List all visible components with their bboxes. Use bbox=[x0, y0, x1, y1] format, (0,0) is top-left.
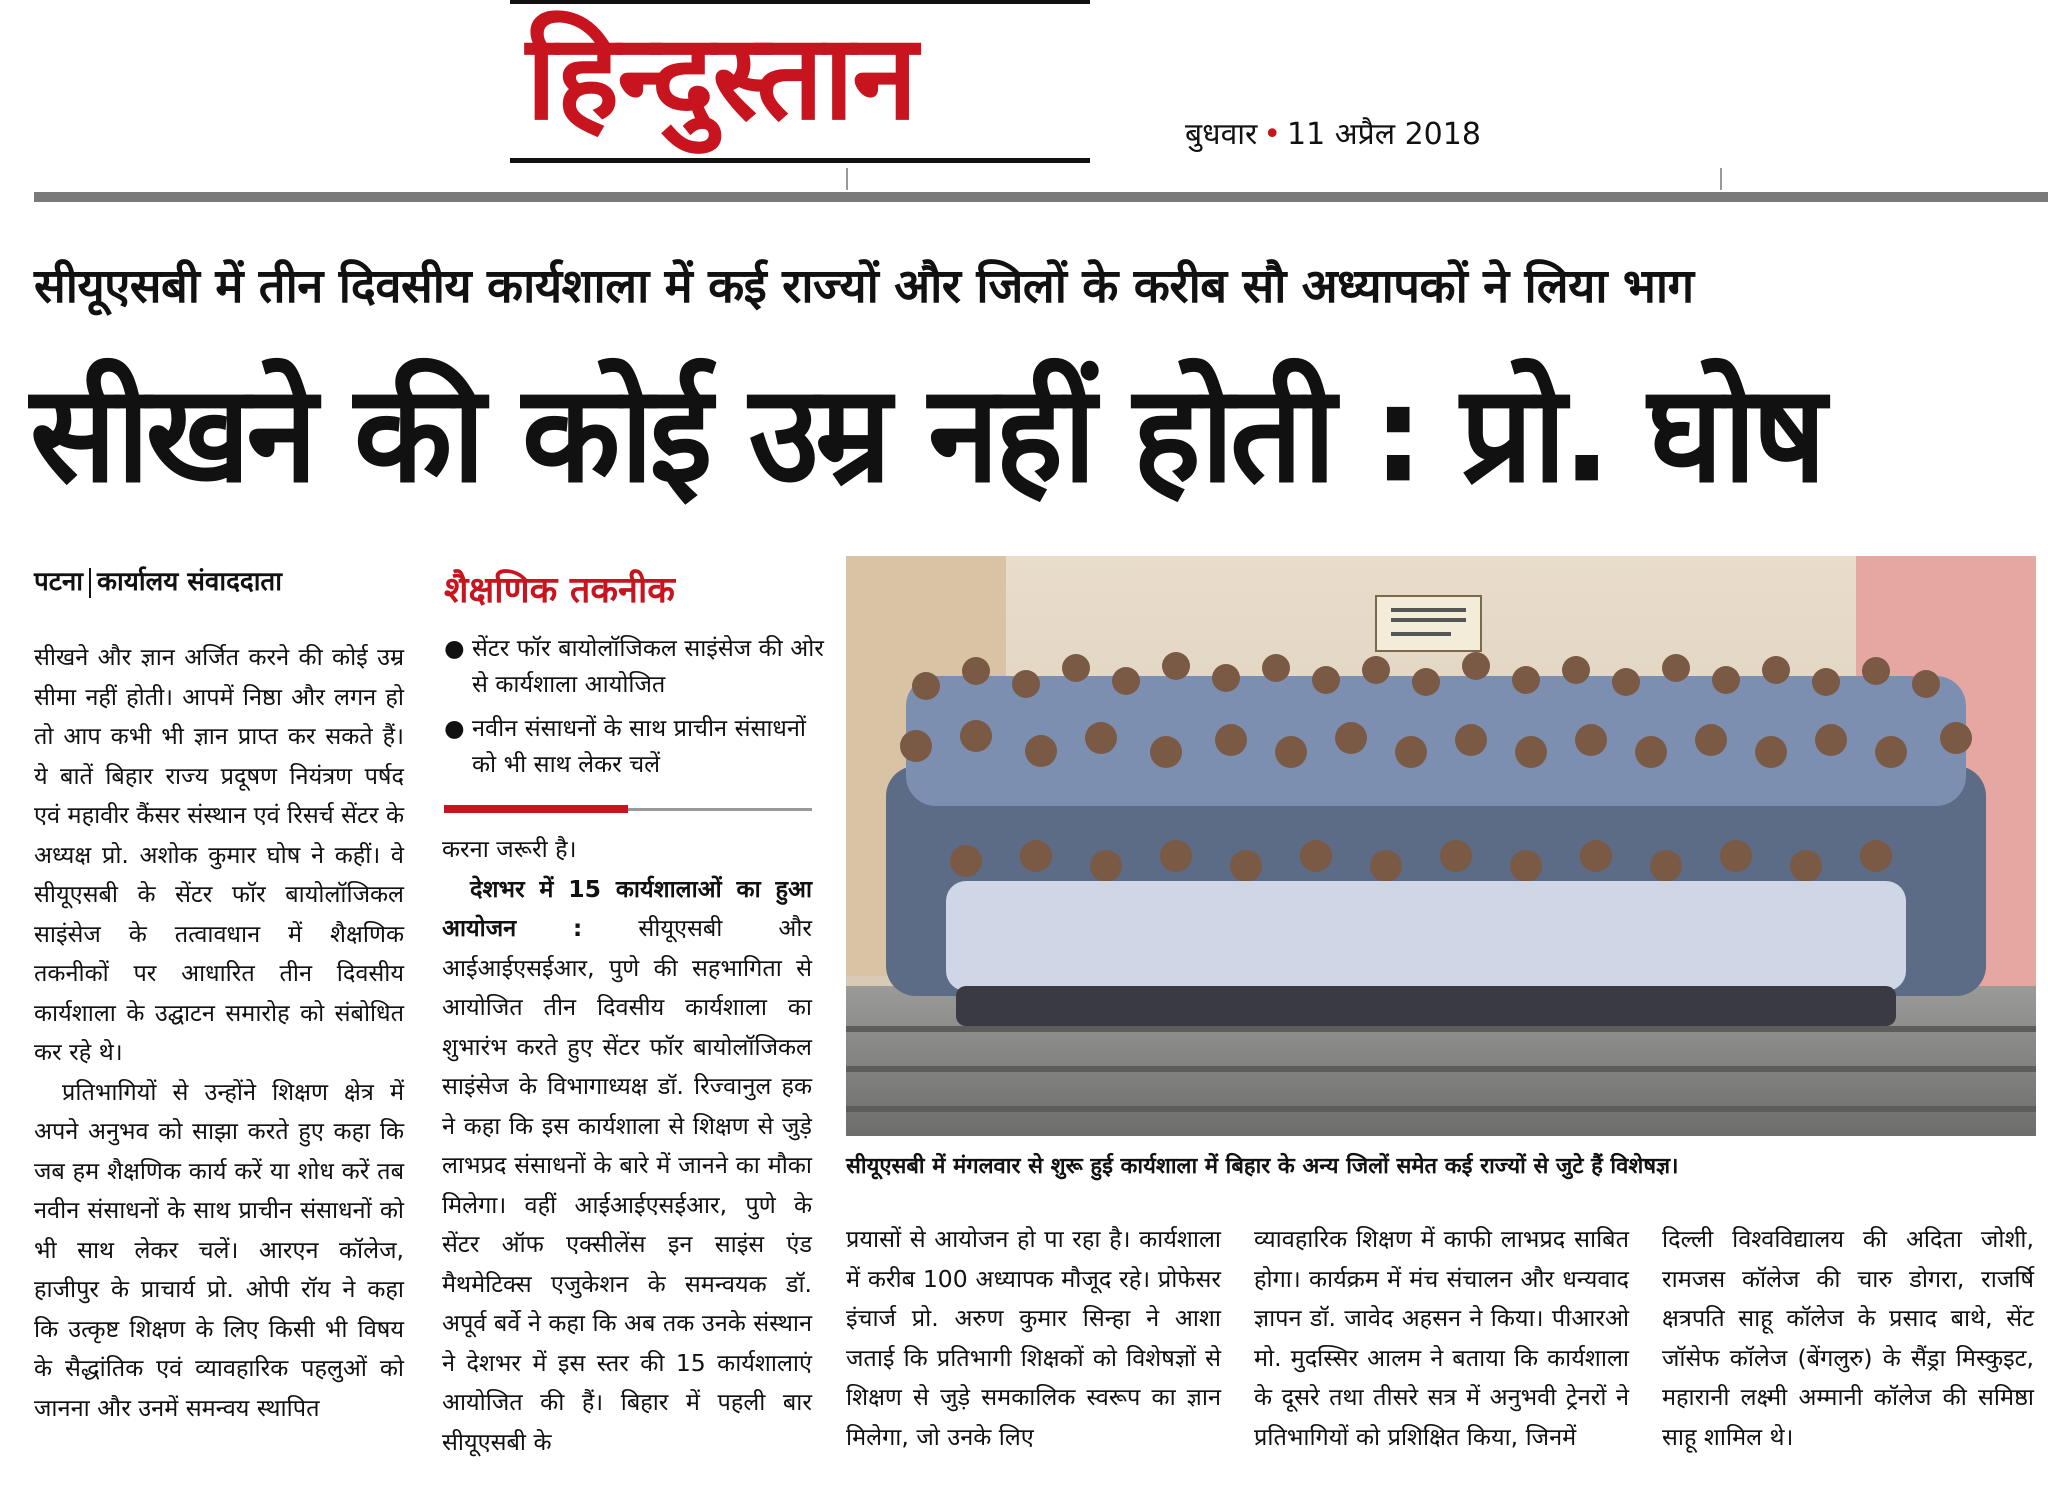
column-tick bbox=[846, 168, 848, 190]
byline-reporter: कार्यालय संवाददाता bbox=[97, 567, 282, 597]
byline-place: पटना bbox=[34, 567, 84, 597]
paragraph: दिल्ली विश्वविद्यालय की अदिता जोशी, रामजस कॉलेज की चारु डोगरा, राजर्षि क्षत्रपति साहू कॉलेज के प्रसाद बाथे, सेंट जॉसेफ कॉलेज (बेंगलुरु) के सैंड्रा मिस्कुइट, महारानी लक्ष्मी अम्मानी कॉलेज की समिष्ठा साहू शामिल थे। bbox=[1662, 1225, 2034, 1451]
byline bbox=[34, 562, 282, 598]
paragraph: प्रतिभागियों से उन्होंने शिक्षण क्षेत्र में अपने अनुभव को साझा करते हुए कहा कि जब हम शैक्षणिक कार्य करें या शोध करें तब नवीन संसाधनों के साथ प्राचीन संसाधनों को भी साथ लेकर चलें। आरएन कॉलेज, हाजीपुर के प्राचार्य प्रो. ओपी रॉय ने कहा कि उत्कृष्ट शिक्षण के लिए किसी भी विषय के सैद्धांतिक एवं व्यावहारिक पहलुओं को जानना और उनमें समन्वय स्थापित bbox=[34, 1077, 404, 1422]
sidebar-bullets bbox=[444, 630, 824, 790]
sidebar-rule-red bbox=[444, 805, 628, 813]
article-column-1 bbox=[34, 638, 404, 1428]
byline-divider bbox=[89, 568, 91, 598]
sidebar-title: शैक्षणिक तकनीक bbox=[444, 570, 675, 611]
article-column-2 bbox=[442, 830, 812, 1462]
sidebar-rule-grey bbox=[628, 808, 812, 811]
newspaper-logo: हिन्दुस्तान bbox=[526, 7, 916, 146]
column-tick bbox=[1720, 168, 1722, 190]
sidebar-bullet bbox=[444, 630, 824, 702]
article-column-4 bbox=[1254, 1220, 1629, 1457]
issue-day: बुधवार bbox=[1185, 117, 1258, 152]
sidebar-bullet bbox=[444, 710, 824, 782]
article-column-5 bbox=[1662, 1220, 2034, 1457]
issue-date-text: 11 अप्रैल 2018 bbox=[1287, 117, 1481, 152]
paragraph: करना जरूरी है। bbox=[442, 835, 577, 863]
paragraph: व्यावहारिक शिक्षण में काफी लाभप्रद साबित होगा। कार्यक्रम में मंच संचालन और धन्यवाद ज्ञापन डॉ. जावेद अहसन ने किया। पीआरओ मो. मुदस्सिर आलम ने बताया कि कार्यशाला के दूसरे तथा तीसरे सत्र में अनुभवी ट्रेनरों ने प्रतिभागियों को प्रशिक्षित किया, जिनमें bbox=[1254, 1225, 1629, 1451]
article-headline: सीखने की कोई उम्र नहीं होती : प्रो. घोष bbox=[30, 356, 1823, 513]
bullet-dot-icon: • bbox=[1263, 117, 1282, 152]
group-photo bbox=[846, 556, 2036, 1136]
photo-caption: सीयूएसबी में मंगलवार से शुरू हुई कार्यशाला में बिहार के अन्य जिलों समेत कई राज्यों से जुटे हैं विशेषज्ञ। bbox=[846, 1154, 1679, 1179]
masthead-top-rule bbox=[510, 0, 1090, 4]
bullet-icon: ● bbox=[444, 634, 465, 662]
masthead-bottom-rule bbox=[510, 158, 1090, 163]
paragraph: प्रयासों से आयोजन हो पा रहा है। कार्यशाला में करीब 100 अध्यापक मौजूद रहे। प्रोफेसर इंचार्ज प्रो. अरुण कुमार सिन्हा ने आशा जताई कि प्रतिभागी शिक्षकों को विशेषज्ञों से शिक्षण से जुड़े समकालिक स्वरूप का ज्ञान मिलेगा, जो उनके लिए bbox=[846, 1225, 1221, 1451]
bullet-text: सेंटर फॉर बायोलॉजिकल साइंसेज की ओर से कार्यशाला आयोजित bbox=[472, 634, 824, 698]
inline-subheading: देशभर में 15 कार्यशालाओं का हुआ आयोजन : bbox=[442, 874, 812, 942]
paragraph-text: सीयूएसबी और आईआईएसईआर, पुणे की सहभागिता से आयोजित तीन दिवसीय कार्यशाला का शुभारंभ करते हुए सेंटर फॉर बायोलॉजिकल साइंसेज के विभागाध्यक्ष डॉ. रिज्वानुल हक ने कहा कि इस कार्यशाला से शिक्षण से जुड़े लाभप्रद संसाधनों के बारे में जानने का मौका मिलेगा। वहीं आईआईएसईआर, पुणे के सेंटर ऑफ एक्सीलेंस इन साइंस एंड मैथमेटिक्स एजुकेशन के समन्वयक डॉ. अपूर्व बर्वे ने कहा कि अब तक उनके संस्थान ने देशभर में इस स्तर की 15 कार्यशालाएं आयोजित की हैं। बिहार में पहली बार सीयूएसबी के bbox=[442, 914, 812, 1456]
group-photo-illustration bbox=[846, 556, 2036, 1136]
page-header-rule bbox=[34, 192, 2048, 202]
article-column-3 bbox=[846, 1220, 1221, 1457]
article-subheadline: सीयूएसबी में तीन दिवसीय कार्यशाला में कई राज्यों और जिलों के करीब सौ अध्यापकों ने लिया भाग bbox=[34, 259, 1694, 314]
issue-date bbox=[1185, 112, 1481, 153]
bullet-text: नवीन संसाधनों के साथ प्राचीन संसाधनों को भी साथ लेकर चलें bbox=[472, 714, 807, 778]
bullet-icon: ● bbox=[444, 714, 465, 742]
paragraph bbox=[442, 870, 812, 1463]
paragraph: सीखने और ज्ञान अर्जित करने की कोई उम्र सीमा नहीं होती। आपमें निष्ठा और लगन हो तो आप कभी भी ज्ञान प्राप्त कर सकते हैं। ये बातें बिहार राज्य प्रदूषण नियंत्रण पर्षद एवं महावीर कैंसर संस्थान एवं रिसर्च सेंटर के अध्यक्ष प्रो. अशोक कुमार घोष ने कहीं। वे सीयूएसबी के सेंटर फॉर बायोलॉजिकल साइंसेज के तत्वावधान में शैक्षणिक तकनीकों पर आधारित तीन दिवसीय कार्यशाला के उद्घाटन समारोह को संबोधित कर रहे थे। bbox=[34, 643, 404, 1066]
